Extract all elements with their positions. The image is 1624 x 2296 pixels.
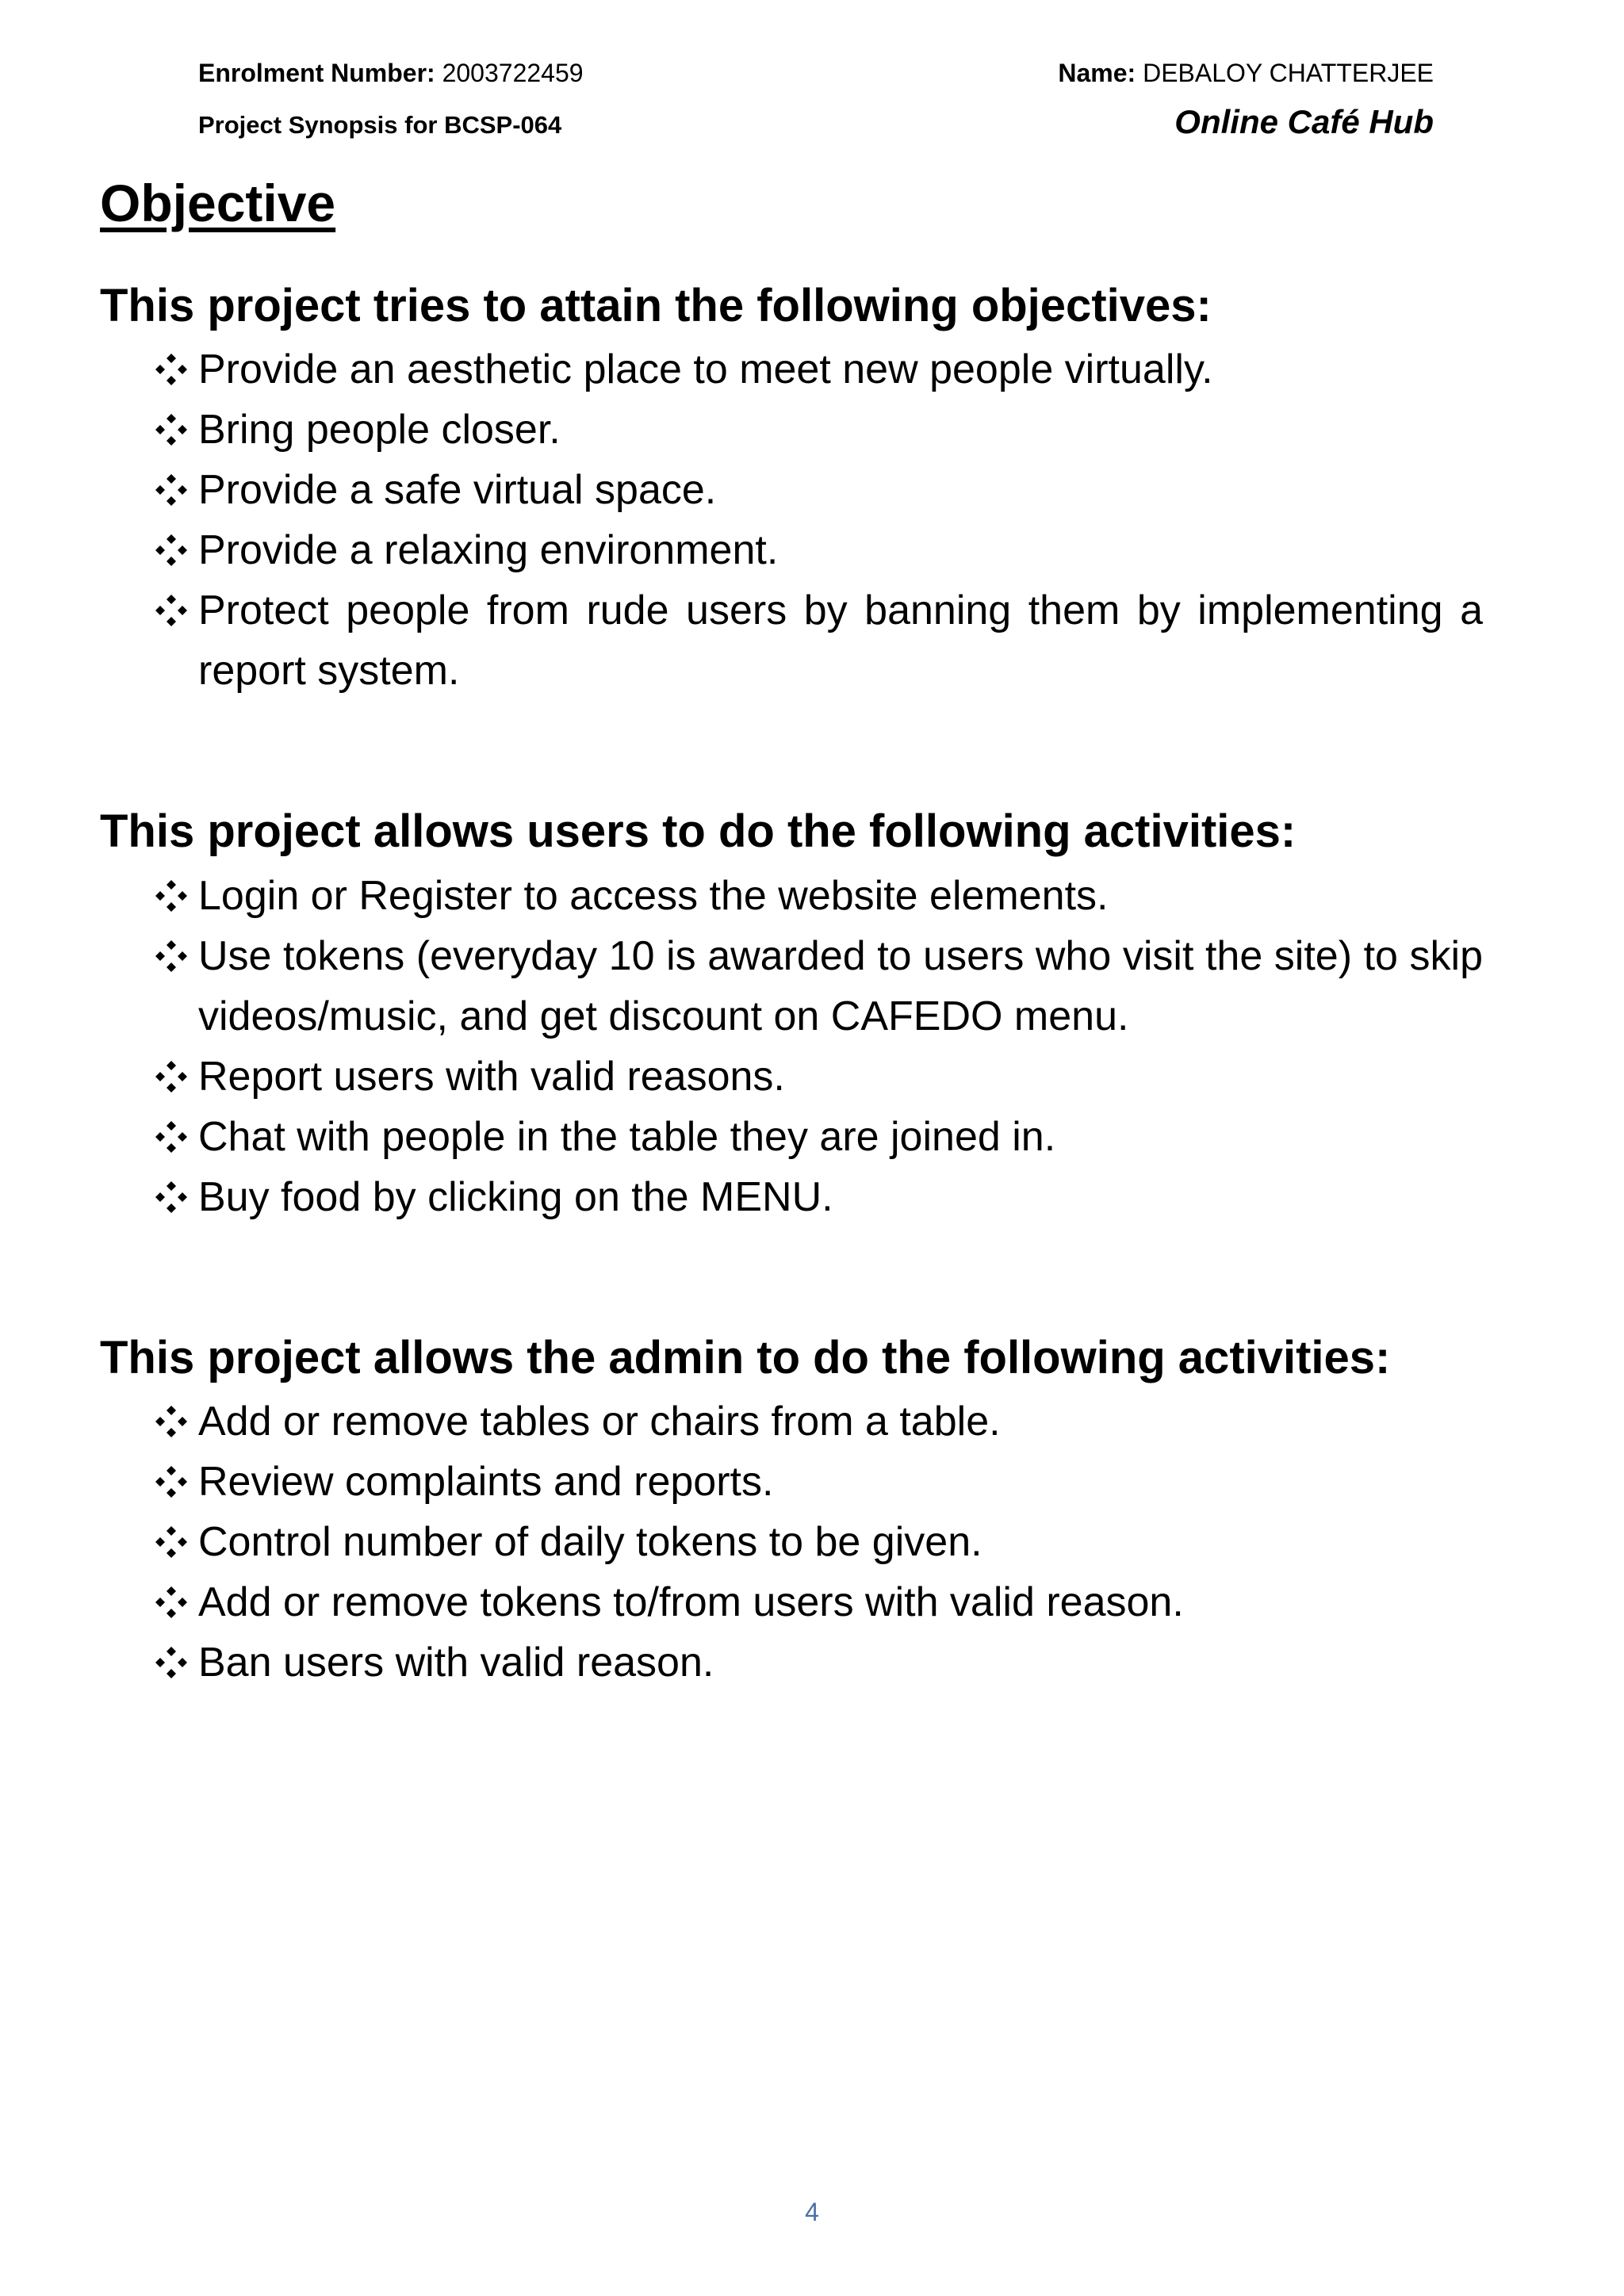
list-item-text: Chat with people in the table they are joined in.: [198, 1113, 1056, 1160]
list-item-text: Review complaints and reports.: [198, 1459, 774, 1506]
sections-container: [100, 278, 1483, 1693]
bullet-list: [100, 339, 1483, 701]
list-item-text: Add or remove tables or chairs from a table.: [198, 1399, 1001, 1445]
list-item-text: Buy food by clicking on the MENU.: [198, 1173, 833, 1220]
four-diamond-bullet-icon: [154, 1632, 193, 1693]
list-item: [154, 400, 1483, 460]
section-heading: This project tries to attain the following objectives:: [100, 279, 1212, 331]
header-row-top: [198, 59, 1434, 103]
name-value: DEBALOY CHATTERJEE: [1143, 59, 1434, 87]
bullet-list: [100, 1391, 1483, 1693]
enrolment-number: [198, 59, 584, 88]
four-diamond-bullet-icon: [154, 1452, 193, 1512]
list-item-text: Report users with valid reasons.: [198, 1053, 785, 1100]
project-title: Online Café Hub: [1174, 103, 1434, 140]
list-item: [154, 580, 1483, 701]
list-item-text: Provide a relaxing environment.: [198, 527, 779, 574]
four-diamond-bullet-icon: [154, 1047, 193, 1107]
list-item-text: Control number of daily tokens to be given.: [198, 1519, 982, 1566]
list-item-text: Bring people closer.: [198, 407, 561, 453]
page-number: 4: [805, 2198, 819, 2226]
list-item: [154, 1391, 1483, 1452]
four-diamond-bullet-icon: [154, 580, 193, 641]
list-item-text: Login or Register to access the website elements.: [198, 872, 1109, 919]
four-diamond-bullet-icon: [154, 1107, 193, 1167]
four-diamond-bullet-icon: [154, 520, 193, 580]
page-header: [198, 59, 1434, 147]
list-item: [154, 1047, 1483, 1107]
page-content: [100, 174, 1483, 1796]
four-diamond-bullet-icon: [154, 1512, 193, 1572]
list-item-text: Use tokens (everyday 10 is awarded to users who visit the site) to skip videos/music, and get discount on CAFEDO menu.: [198, 932, 1483, 1039]
section-1: [100, 278, 1483, 702]
list-item: [154, 926, 1483, 1047]
section-heading: This project allows users to do the following activities:: [100, 806, 1297, 858]
list-item: [154, 339, 1483, 400]
four-diamond-bullet-icon: [154, 866, 193, 926]
section-heading: This project allows the admin to do the following activities:: [100, 1331, 1391, 1383]
list-item: [154, 1167, 1483, 1227]
enrolment-value: 2003722459: [442, 59, 584, 87]
list-item-text: Provide a safe virtual space.: [198, 467, 717, 514]
four-diamond-bullet-icon: [154, 1167, 193, 1227]
list-item: [154, 866, 1483, 926]
four-diamond-bullet-icon: [154, 1572, 193, 1632]
list-item: [154, 1632, 1483, 1693]
list-item-text: Ban users with valid reason.: [198, 1640, 714, 1686]
four-diamond-bullet-icon: [154, 1391, 193, 1452]
list-item: [154, 460, 1483, 520]
section-2: [100, 804, 1483, 1227]
list-item: [154, 1107, 1483, 1167]
four-diamond-bullet-icon: [154, 926, 193, 986]
student-name: [1058, 59, 1434, 88]
four-diamond-bullet-icon: [154, 400, 193, 460]
list-item: [154, 1512, 1483, 1572]
list-item: [154, 1452, 1483, 1512]
section-3: [100, 1330, 1483, 1693]
four-diamond-bullet-icon: [154, 339, 193, 400]
header-row-bottom: [198, 103, 1434, 147]
list-item-text: Provide an aesthetic place to meet new people virtually.: [198, 346, 1213, 393]
page-title: Objective: [100, 174, 336, 232]
four-diamond-bullet-icon: [154, 460, 193, 520]
enrolment-label: Enrolment Number:: [198, 59, 435, 87]
list-item: [154, 1572, 1483, 1632]
course-label: Project Synopsis for BCSP-064: [198, 111, 562, 139]
list-item-text: Protect people from rude users by banning them by implementing a report system.: [198, 587, 1483, 695]
name-label: Name:: [1058, 59, 1136, 87]
list-item: [154, 520, 1483, 580]
bullet-list: [100, 866, 1483, 1227]
list-item-text: Add or remove tokens to/from users with valid reason.: [198, 1579, 1184, 1626]
